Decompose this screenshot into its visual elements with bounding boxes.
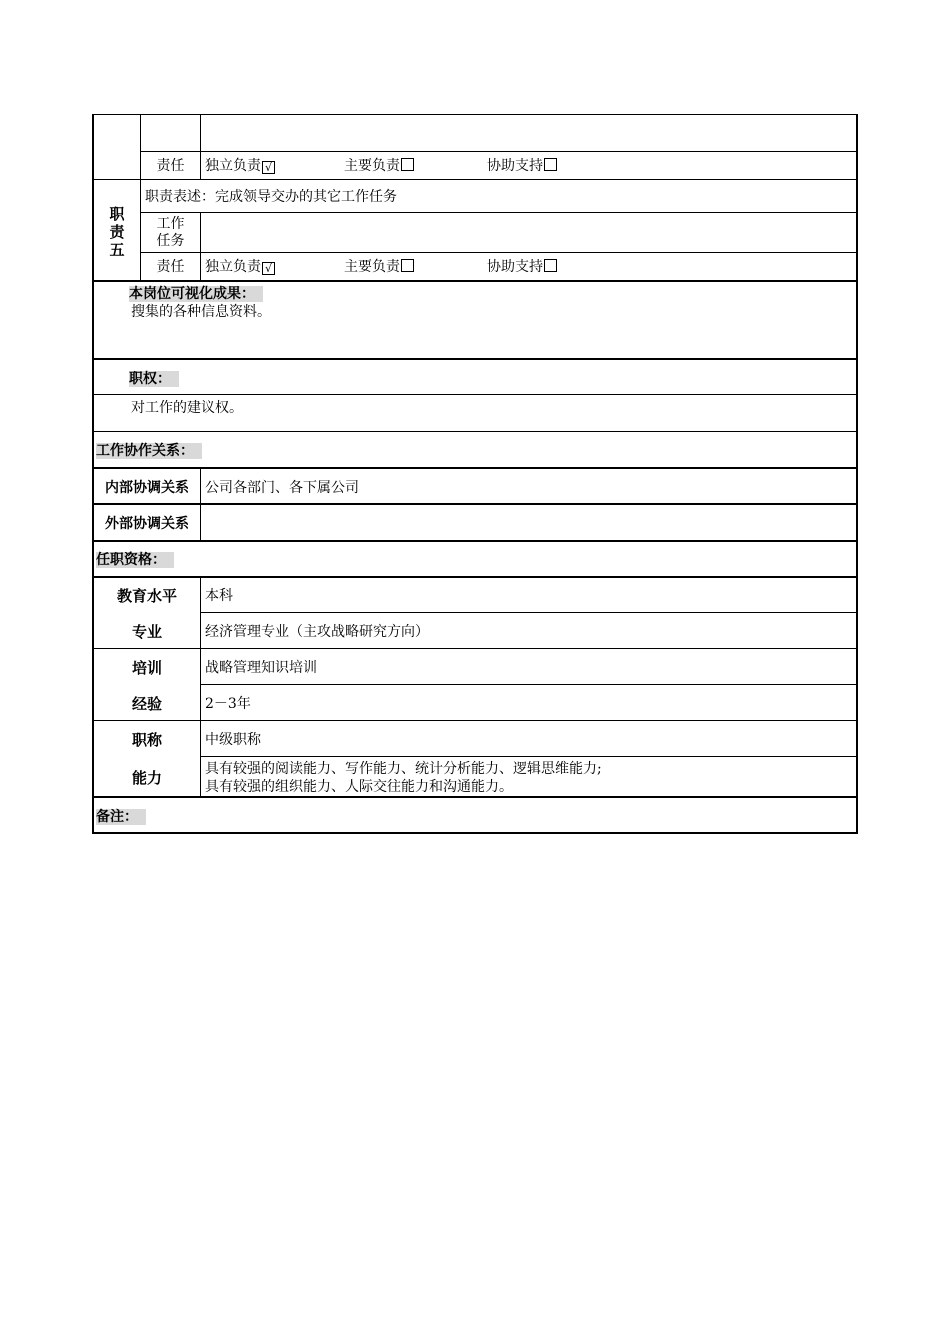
external-coordination-label: 外部协调关系 (105, 516, 189, 532)
training-label: 培训 (131, 659, 162, 677)
hline (92, 648, 858, 649)
heading-text: 任职资格： (96, 552, 174, 568)
visual-results-content: 搜集的各种信息资料。 (131, 304, 271, 320)
hline (92, 503, 858, 505)
hline (200, 684, 858, 685)
hline (92, 720, 858, 721)
hline (92, 394, 858, 395)
cooperation-heading (96, 443, 202, 459)
checkbox-unchecked[interactable] (544, 158, 557, 171)
internal-coordination-label: 内部协调关系 (105, 480, 189, 496)
independent-option (205, 259, 275, 275)
checkbox-checked[interactable]: √ (262, 161, 275, 174)
side-label-duty5 (94, 205, 140, 259)
experience-label: 经验 (131, 695, 162, 713)
ability-label: 能力 (131, 769, 162, 787)
hline (92, 358, 858, 360)
checkbox-unchecked[interactable] (401, 158, 414, 171)
experience-value: 2－3年 (205, 696, 251, 712)
title-value: 中级职称 (205, 732, 261, 748)
hline (92, 114, 858, 115)
hline (92, 431, 858, 432)
main-label: 主要负责 (344, 158, 400, 174)
hline (92, 540, 858, 542)
internal-coordination-value: 公司各部门、各下属公司 (205, 480, 359, 496)
vline-right (856, 114, 858, 834)
side-label-char: 五 (109, 241, 125, 259)
task-label-line: 工作 (156, 216, 185, 232)
vline-inner (200, 577, 201, 797)
assist-option (487, 259, 557, 275)
task-label-line: 任务 (156, 233, 185, 249)
independent-option (205, 158, 275, 174)
side-label-char: 责 (109, 223, 125, 241)
major-label: 专业 (131, 623, 162, 641)
hline (92, 467, 858, 469)
hline (92, 796, 858, 798)
main-option (344, 259, 414, 275)
side-label-char: 职 (109, 205, 125, 223)
training-value: 战略管理知识培训 (205, 660, 317, 676)
main-option (344, 158, 414, 174)
responsibility-label: 责任 (156, 158, 185, 174)
heading-text: 工作协作关系： (96, 443, 202, 459)
hline (92, 832, 858, 834)
hline (200, 756, 858, 757)
main-label: 主要负责 (344, 259, 400, 275)
education-value: 本科 (205, 588, 233, 604)
heading-text: 本岗位可视化成果： (129, 286, 263, 302)
qualifications-heading (96, 552, 174, 568)
hline (141, 151, 858, 152)
remarks-heading (96, 809, 146, 825)
responsibility-label: 责任 (156, 259, 185, 275)
independent-label: 独立负责 (205, 158, 261, 174)
hline (92, 576, 858, 578)
heading-text: 备注： (96, 809, 146, 825)
task-label (141, 216, 200, 250)
vline-side-label (140, 114, 141, 281)
ability-value-line1: 具有较强的阅读能力、写作能力、统计分析能力、逻辑思维能力; (205, 761, 602, 777)
independent-label: 独立负责 (205, 259, 261, 275)
vline-inner (200, 212, 201, 281)
education-label: 教育水平 (116, 587, 177, 605)
hline (200, 612, 858, 613)
hline (141, 212, 858, 213)
checkbox-unchecked[interactable] (544, 259, 557, 272)
assist-label: 协助支持 (487, 158, 543, 174)
assist-option (487, 158, 557, 174)
checkbox-checked[interactable]: √ (262, 262, 275, 275)
major-value: 经济管理专业（主攻战略研究方向） (205, 624, 429, 640)
vline-inner (200, 468, 201, 541)
ability-value-line2: 具有较强的组织能力、人际交往能力和沟通能力。 (205, 779, 513, 795)
vline-inner (200, 114, 201, 180)
duty-description: 职责表述：完成领导交办的其它工作任务 (145, 189, 397, 205)
hline (92, 280, 858, 282)
heading-text: 职权： (129, 371, 179, 387)
checkbox-unchecked[interactable] (401, 259, 414, 272)
authority-content: 对工作的建议权。 (131, 400, 243, 416)
authority-heading (129, 371, 179, 387)
hline (141, 252, 858, 253)
visual-results-heading (129, 286, 263, 302)
title-label: 职称 (131, 731, 162, 749)
assist-label: 协助支持 (487, 259, 543, 275)
hline (92, 179, 858, 180)
